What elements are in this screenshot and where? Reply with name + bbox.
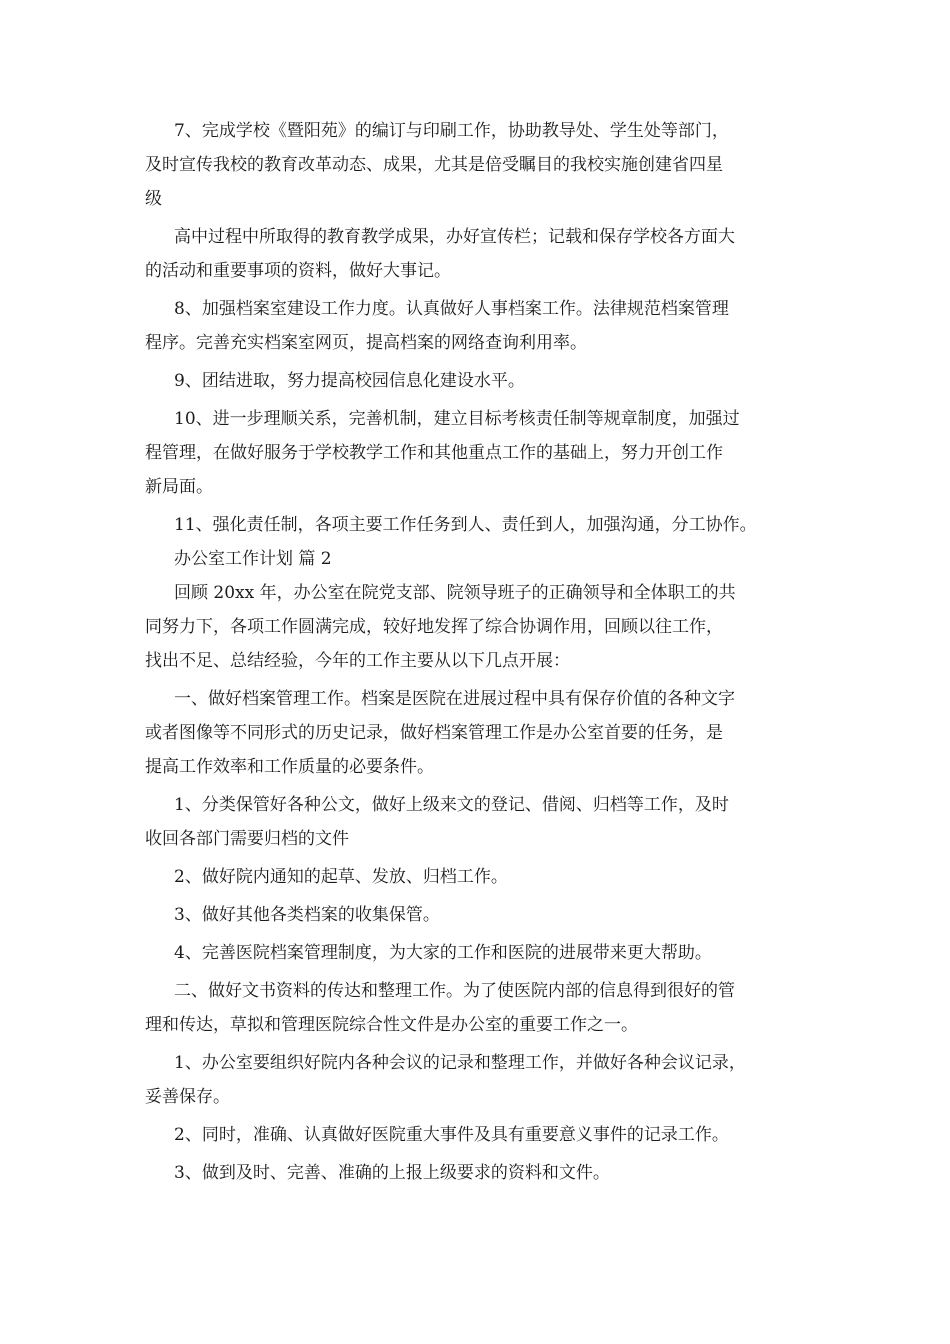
paragraph-line: 3、做到及时、完善、准确的上报上级要求的资料和文件。 — [174, 1163, 610, 1183]
paragraph-line: 收回各部门需要归档的文件 — [145, 829, 349, 849]
paragraph-line: 妥善保存。 — [145, 1087, 230, 1107]
paragraph-line: 2、做好院内通知的起草、发放、归档工作。 — [174, 867, 508, 887]
paragraph-line: 9、团结进取，努力提高校园信息化建设水平。 — [174, 371, 525, 391]
paragraph-line: 高中过程中所取得的教育教学成果，办好宣传栏；记载和保存学校各方面大 — [174, 227, 735, 247]
section-heading: 办公室工作计划 篇 2 — [174, 549, 332, 569]
paragraph-line: 回顾 20xx 年，办公室在院党支部、院领导班子的正确领导和全体职工的共 — [174, 583, 736, 603]
paragraph-line: 提高工作效率和工作质量的必要条件。 — [145, 757, 434, 777]
paragraph-line: 10、进一步理顺关系，完善机制，建立目标考核责任制等规章制度，加强过 — [174, 409, 740, 429]
paragraph-line: 1、分类保管好各种公文，做好上级来文的登记、借阅、归档等工作，及时 — [174, 795, 729, 815]
paragraph-line: 级 — [145, 189, 162, 209]
paragraph-line: 11、强化责任制，各项主要工作任务到人、责任到人，加强沟通，分工协作。 — [174, 515, 757, 535]
paragraph-line: 或者图像等不同形式的历史记录，做好档案管理工作是办公室首要的任务，是 — [145, 723, 723, 743]
document-body — [145, 118, 825, 1186]
paragraph-line: 一、做好档案管理工作。档案是医院在进展过程中具有保存价值的各种文字 — [174, 689, 735, 709]
paragraph-line: 4、完善医院档案管理制度，为大家的工作和医院的进展带来更大帮助。 — [174, 943, 712, 963]
paragraph-line: 找出不足、总结经验，今年的工作主要从以下几点开展： — [145, 651, 570, 671]
paragraph-line: 的活动和重要事项的资料，做好大事记。 — [145, 261, 451, 281]
paragraph-line: 3、做好其他各类档案的收集保管。 — [174, 905, 440, 925]
paragraph-line: 程管理，在做好服务于学校教学工作和其他重点工作的基础上，努力开创工作 — [145, 443, 723, 463]
paragraph-line: 2、同时，准确、认真做好医院重大事件及具有重要意义事件的记录工作。 — [174, 1125, 729, 1145]
paragraph-line: 程序。完善充实档案室网页，提高档案的网络查询利用率。 — [145, 333, 587, 353]
paragraph-line: 8、加强档案室建设工作力度。认真做好人事档案工作。法律规范档案管理 — [174, 299, 729, 319]
paragraph-line: 7、完成学校《暨阳苑》的编订与印刷工作，协助教导处、学生处等部门， — [174, 121, 729, 141]
paragraph-line: 理和传达，草拟和管理医院综合性文件是办公室的重要工作之一。 — [145, 1015, 638, 1035]
paragraph-line: 1、办公室要组织好院内各种会议的记录和整理工作，并做好各种会议记录， — [174, 1053, 746, 1073]
paragraph-line: 新局面。 — [145, 477, 213, 497]
paragraph-line: 及时宣传我校的教育改革动态、成果，尤其是倍受瞩目的我校实施创建省四星 — [145, 155, 723, 175]
paragraph-line: 同努力下，各项工作圆满完成，较好地发挥了综合协调作用，回顾以往工作， — [145, 617, 723, 637]
paragraph-line: 二、做好文书资料的传达和整理工作。为了使医院内部的信息得到很好的管 — [174, 981, 735, 1001]
